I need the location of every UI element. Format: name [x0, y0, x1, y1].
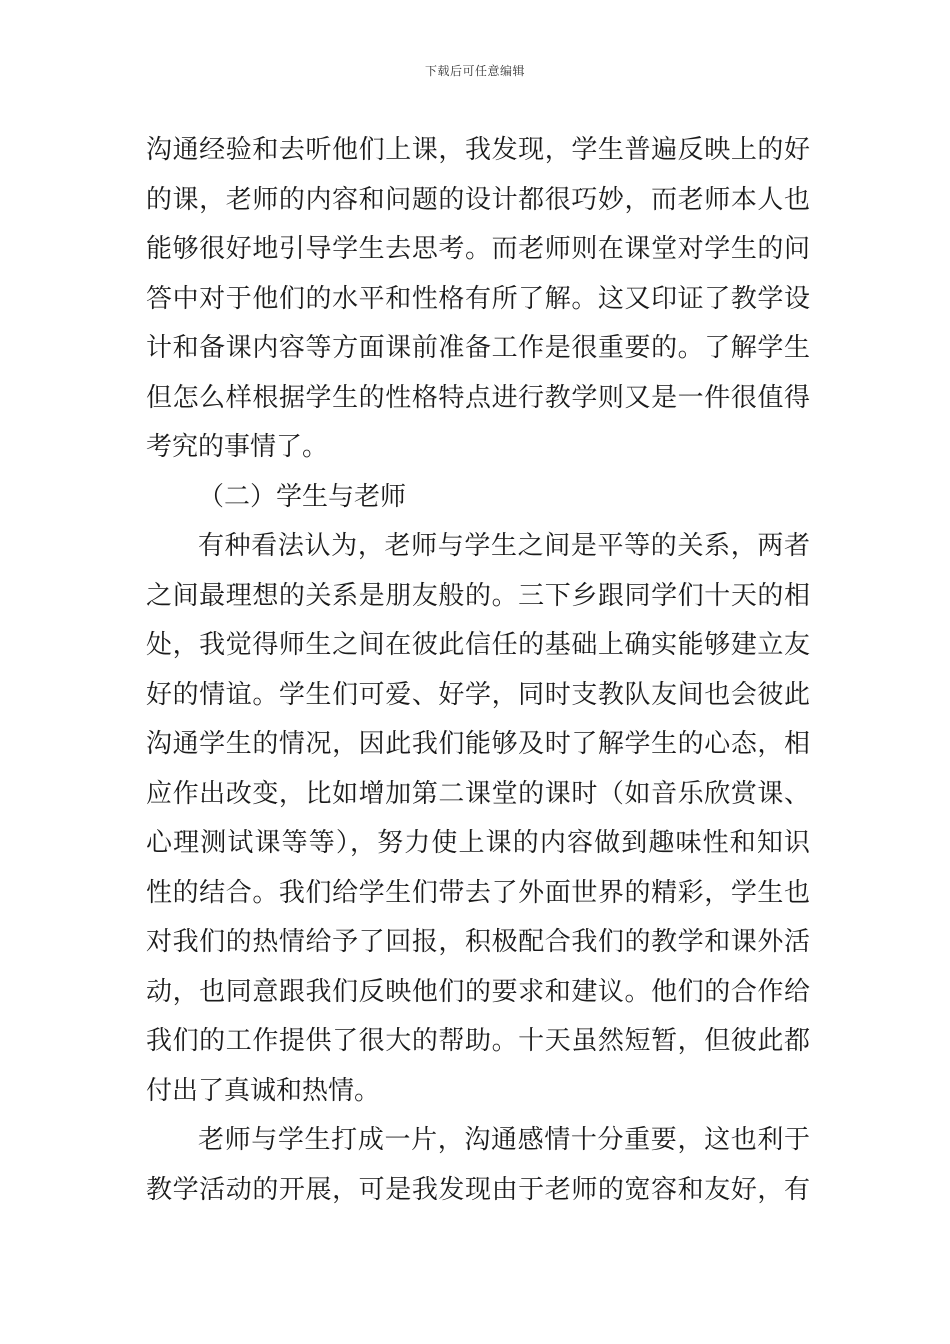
body-line: 对我们的热情给予了回报，积极配合我们的教学和课外活 [146, 927, 810, 957]
body-line: 计和备课内容等方面课前准备工作是很重要的。了解学生 [146, 333, 810, 363]
body-line: 教学活动的开展，可是我发现由于老师的宽容和友好，有 [146, 1174, 810, 1205]
body-line: 付出了真诚和热情。 [146, 1075, 381, 1106]
body-line: 应作出改变，比如增加第二课堂的课时（如音乐欣赏课、 [146, 778, 810, 809]
body-line: 动，也同意跟我们反映他们的要求和建议。他们的合作给 [146, 976, 810, 1007]
body-line: 之间最理想的关系是朋友般的。三下乡跟同学们十天的相 [146, 580, 810, 611]
body-line: 我们的工作提供了很大的帮助。十天虽然短暂，但彼此都 [146, 1026, 810, 1056]
body-line: 好的情谊。学生们可爱、好学，同时支教队友间也会彼此 [146, 679, 810, 710]
body-line: 沟通经验和去听他们上课，我发现，学生普遍反映上的好 [146, 135, 810, 165]
body-line: 老师与学生打成一片，沟通感情十分重要，这也利于 [198, 1125, 810, 1155]
body-line: 考究的事情了。 [146, 432, 329, 462]
body-line: 的课，老师的内容和问题的设计都很巧妙，而老师本人也 [146, 184, 810, 215]
section-heading: （二）学生与老师 [198, 481, 407, 512]
body-line: 但怎么样根据学生的性格特点进行教学则又是一件很值得 [146, 382, 810, 413]
page-header: 下载后可任意编辑 [424, 64, 525, 78]
body-line: 性的结合。我们给学生们带去了外面世界的精彩，学生也 [146, 877, 810, 908]
body-line: 处，我觉得师生之间在彼此信任的基础上确实能够建立友 [146, 630, 810, 660]
body-line: 能够很好地引导学生去思考。而老师则在课堂对学生的问 [146, 234, 810, 264]
body-line: 心理测试课等等），努力使上课的内容做到趣味性和知识 [146, 828, 810, 858]
body-line: 答中对于他们的水平和性格有所了解。这又印证了教学设 [146, 283, 810, 314]
document-body [146, 126, 810, 1215]
body-line: 有种看法认为，老师与学生之间是平等的关系，两者 [198, 531, 810, 561]
body-line: 沟通学生的情况，因此我们能够及时了解学生的心态，相 [146, 729, 810, 759]
